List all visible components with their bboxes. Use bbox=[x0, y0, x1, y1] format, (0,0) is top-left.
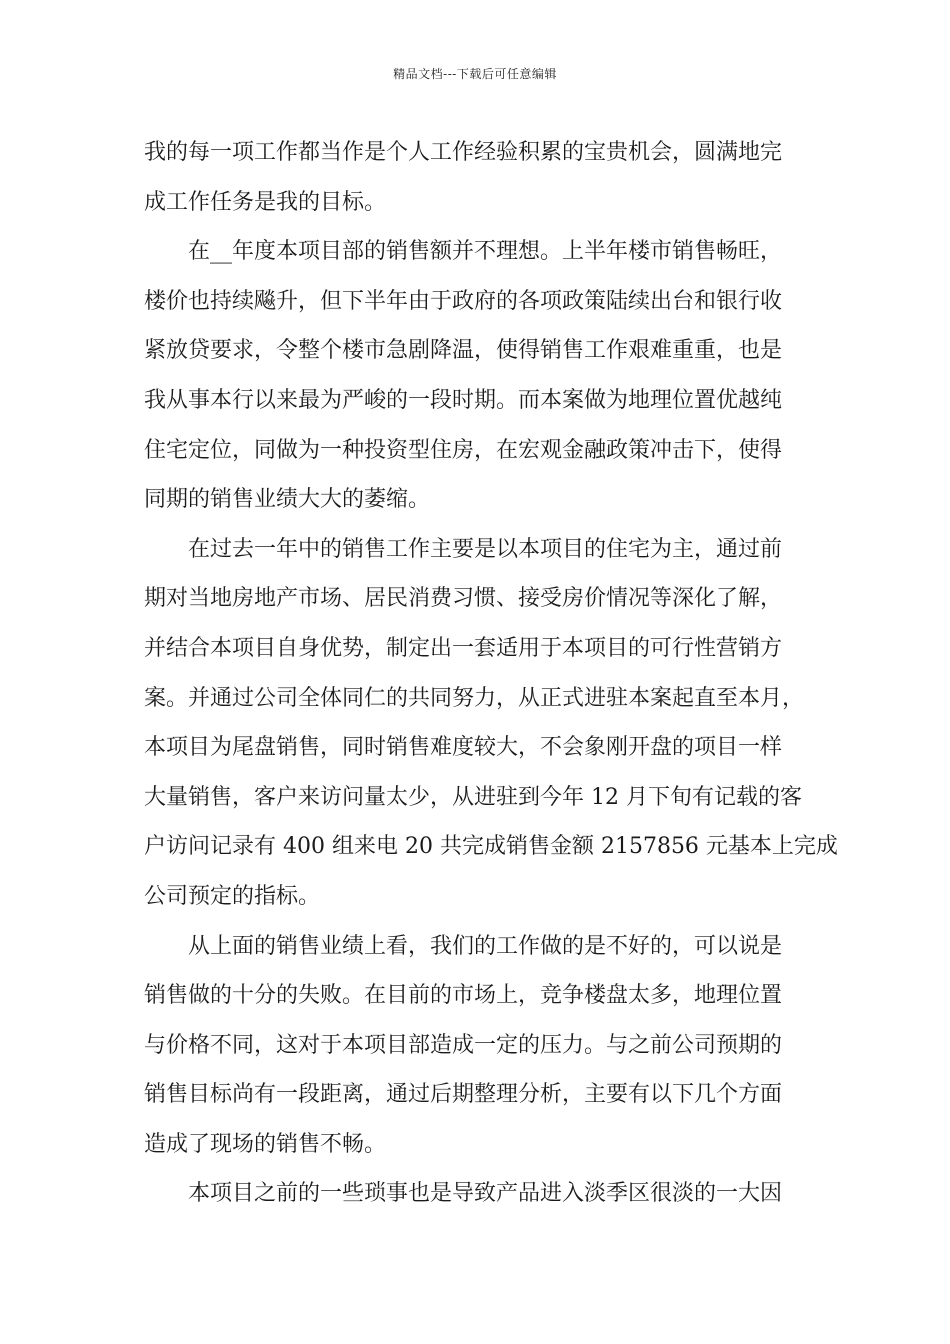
text-line: 案。并通过公司全体同仁的共同努力，从正式进驻本案起直至本月， bbox=[144, 685, 805, 711]
text-line: 我从事本行以来最为严峻的一段时期。而本案做为地理位置优越纯 bbox=[144, 387, 783, 413]
text-line: 期对当地房地产市场、居民消费习惯、接受房价情况等深化了解， bbox=[144, 586, 783, 612]
text-line: 成工作任务是我的目标。 bbox=[144, 189, 387, 215]
text-line: 造成了现场的销售不畅。 bbox=[144, 1131, 387, 1157]
text-line: 销售做的十分的失败。在目前的市场上，竞争楼盘太多，地理位置 bbox=[144, 983, 783, 1009]
text-line: 住宅定位，同做为一种投资型住房，在宏观金融政策冲击下，使得 bbox=[144, 437, 783, 463]
text-line: 与价格不同，这对于本项目部造成一定的压力。与之前公司预期的 bbox=[144, 1032, 783, 1058]
text-line: 大量销售，客户来访问量太少，从进驻到今年 12 月下旬有记载的客 bbox=[144, 784, 802, 810]
paragraph-start-line: 在过去一年中的销售工作主要是以本项目的住宅为主，通过前 bbox=[188, 536, 783, 562]
text-line: 户访问记录有 400 组来电 20 共完成销售金额 2157856 元基本上完成 bbox=[144, 834, 838, 860]
paragraph-start-line: 本项目之前的一些琐事也是导致产品进入淡季区很淡的一大因 bbox=[188, 1181, 783, 1207]
text-line: 并结合本项目自身优势，制定出一套适用于本项目的可行性营销方 bbox=[144, 635, 783, 661]
text-line: 同期的销售业绩大大的萎缩。 bbox=[144, 487, 431, 513]
text-line: 楼价也持续飚升，但下半年由于政府的各项政策陆续出台和银行收 bbox=[144, 288, 783, 314]
paragraph-start-line: 从上面的销售业绩上看，我们的工作做的是不好的，可以说是 bbox=[188, 933, 783, 959]
page-header: 精品文档---下载后可任意编辑 bbox=[393, 67, 557, 81]
text-line: 紧放贷要求，令整个楼市急剧降温，使得销售工作艰难重重，也是 bbox=[144, 338, 783, 364]
text-line: 我的每一项工作都当作是个人工作经验积累的宝贵机会，圆满地完 bbox=[144, 140, 783, 165]
text-line: 公司预定的指标。 bbox=[144, 883, 321, 909]
paragraph-start-line: 在__年度本项目部的销售额并不理想。上半年楼市销售畅旺， bbox=[188, 239, 783, 265]
text-line: 销售目标尚有一段距离，通过后期整理分析，主要有以下几个方面 bbox=[144, 1082, 783, 1108]
text-line: 本项目为尾盘销售，同时销售难度较大，不会象刚开盘的项目一样 bbox=[144, 735, 783, 761]
document-body bbox=[144, 128, 838, 1219]
